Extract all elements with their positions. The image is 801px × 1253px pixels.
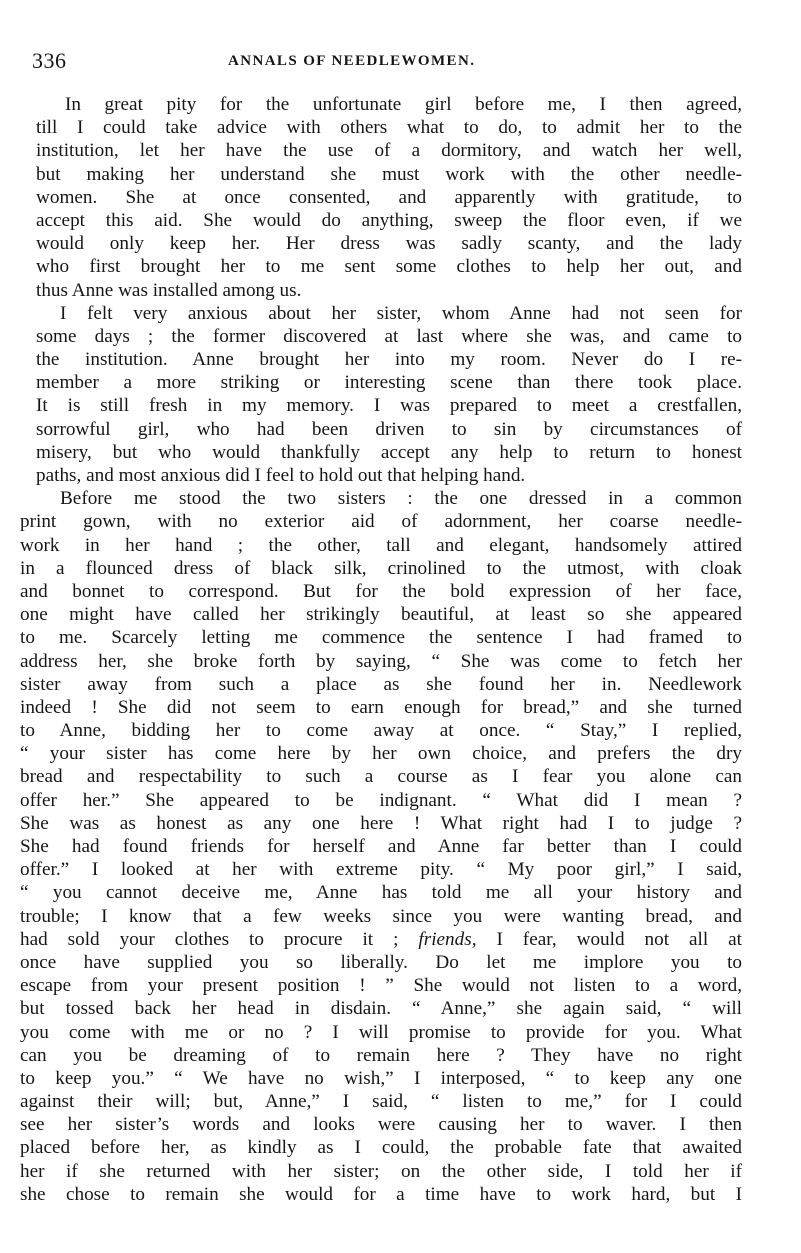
text-line: who first brought her to me sent some clothes to help her out, and [36,256,742,278]
text-line: work in her hand ; the other, tall and elegant, handsomely attired [20,534,742,556]
text-line: she chose to remain she would for a time have to work hard, but I [20,1183,742,1205]
text-line: one might have called her strikingly beautiful, at least so she appeared [20,604,742,626]
text-line: the institution. Anne brought her into my room. Never do I re- [36,349,742,371]
line-text-after: I fear, would not all at [476,928,742,950]
paragraph-3 [20,487,742,1206]
text-line: trouble; I know that a few weeks since you were wanting bread, and [20,905,742,927]
text-line: but tossed back her head in disdain. “ Anne,” she again said, “ will [20,998,742,1020]
text-line: misery, but who would thankfully accept any help to return to honest [36,441,742,463]
text-line: would only keep her. Her dress was sadly scanty, and the lady [36,233,742,255]
paragraph-2 [20,302,742,488]
text-line: indeed ! She did not seem to earn enough for bread,” and she turned [20,696,742,718]
text-line: institution, let her have the use of a dormitory, and watch her well, [36,140,742,162]
page-number: 336 [32,48,67,73]
text-line: women. She at once consented, and apparently with gratitude, to [36,186,742,208]
text-line: She had found friends for herself and Anne far better than I could [20,836,742,857]
text-line: “ you cannot deceive me, Anne has told me all your history and [20,882,742,904]
text-line-with-italic [20,928,742,951]
text-line: to me. Scarcely letting me commence the sentence I had framed to [20,627,742,649]
text-line: see her sister’s words and looks were causing her to waver. I then [20,1114,742,1136]
text-line: Before me stood the two sisters : the one dressed in a common [60,488,742,510]
text-line: accept this aid. She would do anything, sweep the floor even, if we [36,209,742,231]
text-line: to keep you.” “ We have no wish,” I interposed, “ to keep any one [20,1067,742,1089]
text-line: once have supplied you so liberally. Do let me implore you to [20,951,742,973]
text-line: offer.” I looked at her with extreme pity. “ My poor girl,” I said, [20,859,742,881]
text-line: In great pity for the unfortunate girl before me, I then agreed, [65,94,742,115]
text-line: It is still fresh in my memory. I was prepared to meet a crestfallen, [36,395,742,417]
text-line: She was as honest as any one here ! What right had I to judge ? [20,812,742,834]
text-line: to Anne, bidding her to come away at once. “ Stay,” I replied, [20,720,742,742]
text-line: you come with me or no ? I will promise to provide for you. What [20,1021,742,1043]
line-text-before: had sold your clothes to procure it ; [20,928,419,950]
text-line: can you be dreaming of to remain here ? They have no right [20,1044,742,1066]
text-line: thus Anne was installed among us. [36,279,302,301]
text-line: address her, she broke forth by saying, “ She was come to fetch her [20,650,742,672]
text-line: member a more striking or interesting scene than there took place. [36,372,742,394]
text-line: till I could take advice with others what to do, to admit her to the [36,117,742,139]
text-line: sister away from such a place as she found her in. Needlework [20,673,742,695]
text-line: some days ; the former discovered at last where she was, and came to [36,325,742,347]
text-line: but making her understand she must work with the other needle- [36,163,742,185]
text-line: I felt very anxious about her sister, whom Anne had not seen for [60,302,742,324]
text-line: bread and respectability to such a course as I fear you alone can [20,766,742,788]
text-line: escape from your present position ! ” She would not listen to a word, [20,975,742,997]
body-text [20,93,742,1206]
paragraph-1 [20,93,742,302]
text-line: placed before her, as kindly as I could, the probable fate that awaited [20,1137,742,1159]
page-header [32,48,772,74]
running-title: ANNALS OF NEEDLEWOMEN. [228,53,476,69]
text-line: against their will; but, Anne,” I said, “ listen to me,” for I could [20,1091,742,1113]
text-line: “ your sister has come here by her own choice, and prefers the dry [20,743,742,765]
text-line: sorrowful girl, who had been driven to sin by circumstances of [36,418,742,440]
text-line: print gown, with no exterior aid of adornment, her coarse needle- [20,511,742,533]
italic-word: friends, [418,928,477,950]
text-line: and bonnet to correspond. But for the bold expression of her face, [20,580,742,602]
text-line: paths, and most anxious did I feel to hold out that helping hand. [36,465,526,486]
text-line: offer her.” She appeared to be indignant. “ What did I mean ? [20,789,742,811]
text-line: her if she returned with her sister; on the other side, I told her if [20,1160,742,1182]
text-line: in a flounced dress of black silk, crinolined to the utmost, with cloak [20,557,742,579]
